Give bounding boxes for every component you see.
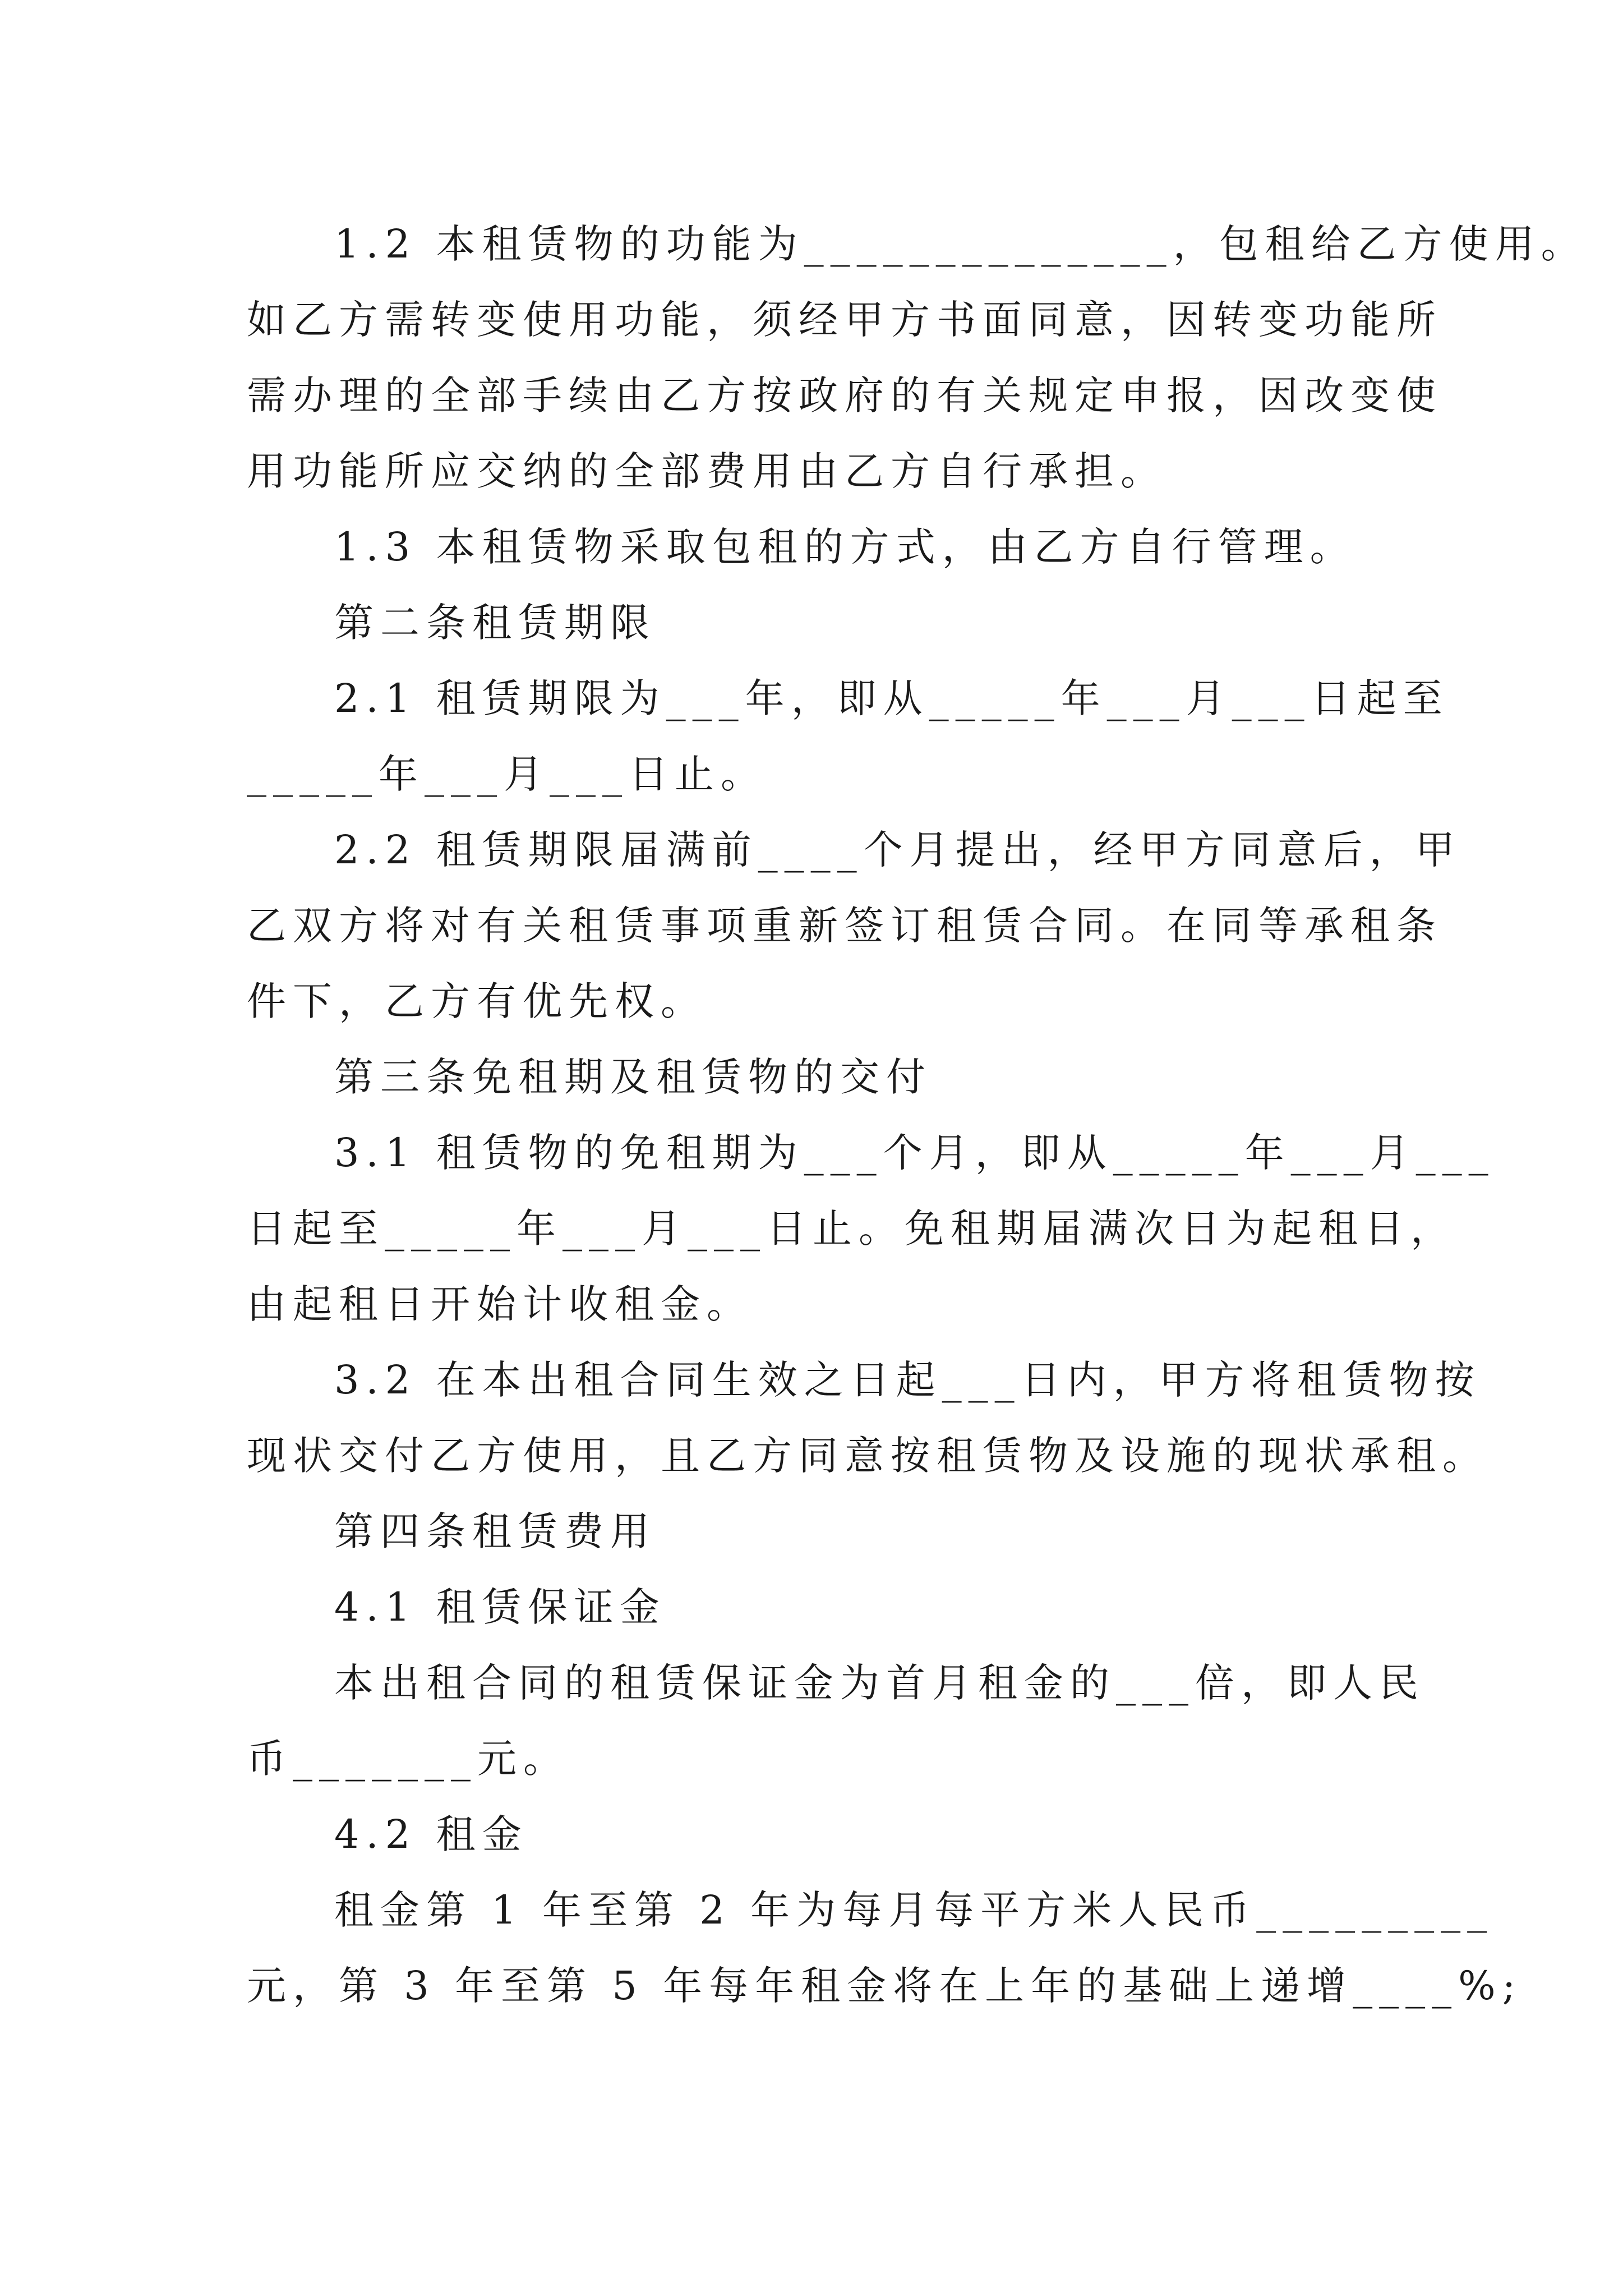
clause-3-1-line-3: 由起租日开始计收租金。: [247, 1281, 753, 1327]
clause-2-2-line-3: 件下，乙方有优先权。: [247, 978, 707, 1024]
clause-2-2-line-2: 乙双方将对有关租赁事项重新签订租赁合同。在同等承租条: [247, 903, 1442, 949]
clause-2-1-line-2: _____年___月___日止。: [247, 751, 767, 797]
clause-3-1-line-1: 3.1 租赁物的免租期为___个月，即从_____年___月___: [334, 1130, 1495, 1176]
article-2-heading: 第二条租赁期限: [334, 600, 656, 646]
clause-4-1-heading: 4.1 租赁保证金: [334, 1584, 666, 1630]
rent-line-1: 租金第 1 年至第 2 年为每月每平方米人民币_________: [334, 1887, 1494, 1933]
clause-3-2-line-1: 3.2 在本出租合同生效之日起___日内，甲方将租赁物按: [334, 1357, 1481, 1403]
clause-3-2-line-2: 现状交付乙方使用，且乙方同意按租赁物及设施的现状承租。: [247, 1433, 1488, 1479]
clause-1-2-line-3: 需办理的全部手续由乙方按政府的有关规定申报，因改变使: [247, 372, 1442, 418]
clause-1-2-line-1: 1.2 本租赁物的功能为______________，包租给乙方使用。: [334, 221, 1587, 267]
clause-4-2-heading: 4.2 租金: [334, 1811, 528, 1857]
deposit-line-1: 本出租合同的租赁保证金为首月租金的___倍，即人民: [334, 1660, 1425, 1706]
clause-1-2-line-4: 用功能所应交纳的全部费用由乙方自行承担。: [247, 448, 1166, 494]
clause-1-3: 1.3 本租赁物采取包租的方式，由乙方自行管理。: [334, 524, 1356, 570]
deposit-line-2: 币_______元。: [247, 1736, 569, 1782]
clause-2-2-line-1: 2.2 租赁期限届满前____个月提出，经甲方同意后，甲: [334, 827, 1461, 873]
article-4-heading: 第四条租赁费用: [334, 1508, 656, 1554]
clause-2-1-line-1: 2.1 租赁期限为___年，即从_____年___月___日起至: [334, 675, 1449, 721]
clause-3-1-line-2: 日起至_____年___月___日止。免租期届满次日为起租日，: [247, 1205, 1456, 1251]
rent-line-2: 元，第 3 年至第 5 年每年租金将在上年的基础上递增____%;: [247, 1963, 1523, 2009]
clause-1-2-line-2: 如乙方需转变使用功能，须经甲方书面同意，因转变功能所: [247, 297, 1442, 343]
article-3-heading: 第三条免租期及租赁物的交付: [334, 1054, 932, 1100]
